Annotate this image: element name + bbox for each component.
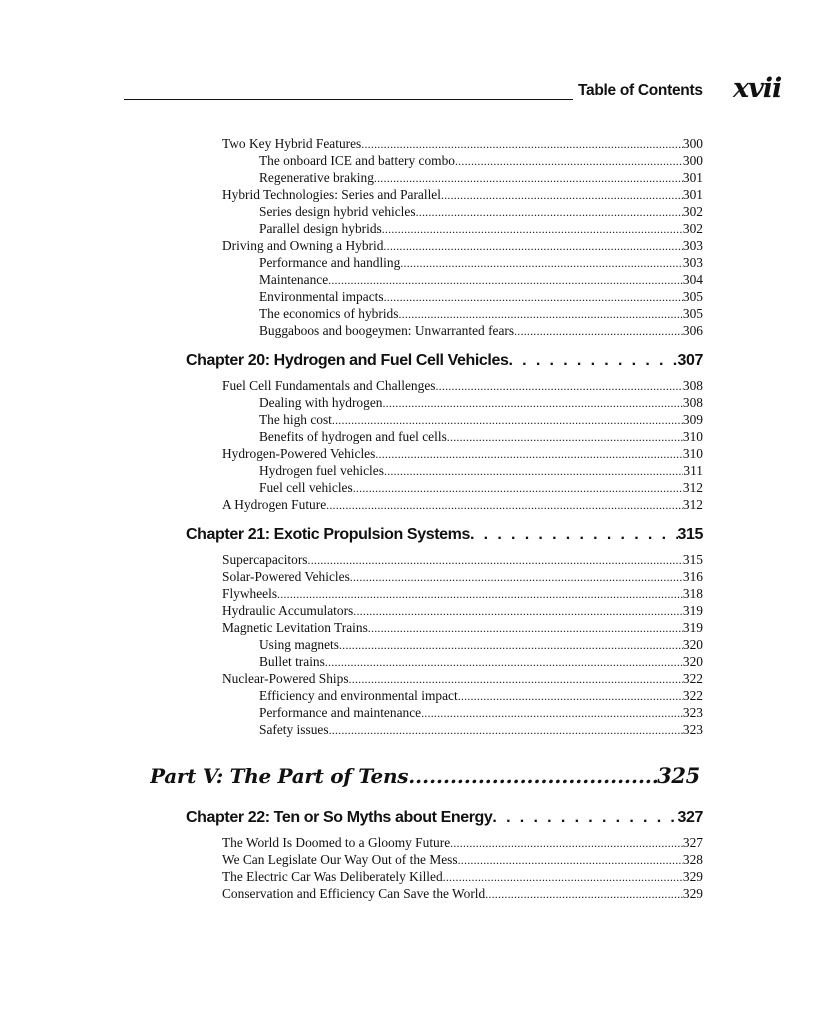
entry-leader	[375, 446, 683, 462]
entry-leader	[382, 395, 682, 411]
entry-page: 322	[682, 671, 703, 686]
chapter-title: Chapter 20: Hydrogen and Fuel Cell Vehicles	[186, 352, 509, 369]
entry-page: 318	[682, 586, 703, 601]
part-leader	[408, 762, 657, 790]
entry-leader	[374, 170, 683, 186]
toc-subentry[interactable]	[259, 653, 703, 670]
entry-page: 312	[682, 497, 703, 512]
entry-title: Dealing with hydrogen	[259, 395, 383, 410]
entry-page: 310	[682, 446, 703, 461]
toc-entry[interactable]	[222, 585, 703, 602]
toc-subentry[interactable]	[259, 220, 703, 237]
entry-leader	[329, 722, 683, 738]
entry-leader	[441, 187, 683, 203]
chapter-page: 327	[677, 809, 703, 826]
entry-leader	[435, 378, 682, 394]
part-page: 325	[657, 763, 700, 788]
entry-leader	[339, 637, 683, 653]
entry-leader	[416, 204, 683, 220]
entry-page: 320	[682, 654, 703, 669]
entry-page: 310	[682, 429, 703, 444]
entry-title: Hydrogen fuel vehicles	[259, 463, 384, 478]
entry-leader	[350, 569, 683, 585]
entry-page: 329	[682, 869, 703, 884]
entry-title: We Can Legislate Our Way Out of the Mess	[222, 852, 458, 867]
entry-title: Flywheels	[222, 586, 278, 601]
entry-title: Bullet trains	[259, 654, 325, 669]
chapter-title: Chapter 22: Ten or So Myths about Energy	[186, 809, 493, 826]
toc-entry[interactable]	[222, 445, 703, 462]
toc-subentry[interactable]	[259, 169, 703, 186]
entry-page: 320	[682, 637, 703, 652]
toc-subentry[interactable]	[259, 271, 703, 288]
entry-page: 302	[682, 221, 703, 236]
entry-page: 322	[682, 688, 703, 703]
entry-page: 323	[682, 722, 703, 737]
part-title: Part V: The Part of Tens	[150, 764, 409, 788]
entry-title: Efficiency and environmental impact	[259, 688, 458, 703]
toc-subentry[interactable]	[259, 636, 703, 653]
entry-leader	[328, 272, 683, 288]
entry-title: Nuclear-Powered Ships	[222, 671, 349, 686]
entry-page: 316	[682, 569, 703, 584]
entry-leader	[361, 136, 683, 152]
entry-leader	[384, 289, 683, 305]
toc-subentry[interactable]	[259, 305, 703, 322]
entry-leader	[485, 886, 683, 902]
entry-page: 301	[682, 170, 703, 185]
entry-title: The high cost	[259, 412, 332, 427]
entry-leader	[421, 705, 683, 721]
entry-title: Fuel cell vehicles	[259, 480, 353, 495]
toc-entry[interactable]	[222, 496, 703, 513]
entry-page: 301	[682, 187, 703, 202]
entry-leader	[383, 238, 682, 254]
toc-subentry[interactable]	[259, 428, 703, 445]
toc-entry[interactable]	[222, 851, 703, 868]
entry-title: Benefits of hydrogen and fuel cells	[259, 429, 447, 444]
entry-page: 300	[682, 153, 703, 168]
toc-subentry[interactable]	[259, 704, 703, 721]
entry-page: 303	[682, 255, 703, 270]
toc-subentry[interactable]	[259, 687, 703, 704]
entry-page: 319	[682, 620, 703, 635]
part-heading[interactable]	[150, 762, 700, 790]
entry-leader	[332, 412, 683, 428]
toc-subentry[interactable]	[259, 721, 703, 738]
entry-leader	[398, 306, 682, 322]
running-title: Table of Contents	[578, 82, 703, 99]
toc-entry[interactable]	[222, 568, 703, 585]
entry-title: Fuel Cell Fundamentals and Challenges	[222, 378, 436, 393]
toc-entry[interactable]	[222, 602, 703, 619]
entry-page: 328	[682, 852, 703, 867]
entry-title: The economics of hybrids	[259, 306, 399, 321]
toc-subentry[interactable]	[259, 254, 703, 271]
entry-title: Magnetic Levitation Trains	[222, 620, 368, 635]
entry-leader	[458, 688, 683, 704]
header-rule	[124, 99, 573, 100]
entry-title: Conservation and Efficiency Can Save the World	[222, 886, 486, 901]
toc-entry[interactable]	[222, 551, 703, 568]
entry-page: 327	[682, 835, 703, 850]
entry-title: Performance and maintenance	[259, 705, 422, 720]
entry-leader	[384, 463, 683, 479]
toc-subentry[interactable]	[259, 411, 703, 428]
entry-page: 306	[682, 323, 703, 338]
entry-title: Solar-Powered Vehicles	[222, 569, 350, 584]
entry-page: 323	[682, 705, 703, 720]
entry-leader	[514, 323, 683, 339]
toc-subentry[interactable]	[259, 394, 703, 411]
chapter-heading[interactable]	[186, 524, 703, 546]
entry-title: Hybrid Technologies: Series and Parallel	[222, 187, 441, 202]
entry-title: Environmental impacts	[259, 289, 384, 304]
entry-title: Safety issues	[259, 722, 329, 737]
entry-title: Maintenance	[259, 272, 329, 287]
chapter-leader	[508, 350, 677, 372]
entry-leader	[443, 869, 683, 885]
entry-page: 312	[682, 480, 703, 495]
chapter-leader	[492, 807, 677, 829]
entry-page: 304	[682, 272, 703, 287]
chapter-heading[interactable]	[186, 807, 703, 829]
entry-leader	[450, 835, 683, 851]
entry-leader	[368, 620, 683, 636]
entry-title: Buggaboos and boogeymen: Unwarranted fears	[259, 323, 515, 338]
entry-page: 315	[682, 552, 703, 567]
entry-title: The Electric Car Was Deliberately Killed	[222, 869, 443, 884]
toc-subentry[interactable]	[259, 322, 703, 339]
entry-leader	[458, 852, 683, 868]
entry-leader	[325, 654, 683, 670]
toc-entry[interactable]	[222, 186, 703, 203]
entry-title: A Hydrogen Future	[222, 497, 327, 512]
entry-page: 300	[682, 136, 703, 151]
page-number: xvii	[733, 73, 782, 104]
entry-leader	[400, 255, 683, 271]
toc-entry[interactable]	[222, 377, 703, 394]
chapter-page: 315	[677, 526, 703, 543]
entry-leader	[455, 153, 683, 169]
toc-subentry[interactable]	[259, 203, 703, 220]
entry-page: 329	[682, 886, 703, 901]
entry-title: Hydraulic Accumulators	[222, 603, 354, 618]
entry-leader	[447, 429, 683, 445]
entry-title: Series design hybrid vehicles	[259, 204, 416, 219]
entry-title: Driving and Owning a Hybrid	[222, 238, 384, 253]
toc-subentry[interactable]	[259, 152, 703, 169]
toc-entry[interactable]	[222, 885, 703, 902]
entry-leader	[308, 552, 683, 568]
entry-title: Using magnets	[259, 637, 339, 652]
toc-subentry[interactable]	[259, 288, 703, 305]
toc-entry[interactable]	[222, 868, 703, 885]
entry-leader	[382, 221, 683, 237]
entry-page: 309	[682, 412, 703, 427]
entry-leader	[277, 586, 683, 602]
entry-page: 305	[682, 289, 703, 304]
toc-subentry[interactable]	[259, 479, 703, 496]
entry-page: 311	[683, 463, 703, 478]
entry-title: Parallel design hybrids	[259, 221, 382, 236]
chapter-title: Chapter 21: Exotic Propulsion Systems	[186, 526, 470, 543]
entry-leader	[353, 603, 683, 619]
entry-title: The onboard ICE and battery combo	[259, 153, 455, 168]
entry-page: 308	[682, 378, 703, 393]
entry-title: Regenerative braking	[259, 170, 374, 185]
entry-page: 308	[682, 395, 703, 410]
entry-title: Supercapacitors	[222, 552, 308, 567]
chapter-leader	[470, 524, 678, 546]
toc-entry[interactable]	[222, 237, 703, 254]
entry-leader	[353, 480, 683, 496]
entry-leader	[326, 497, 683, 513]
entry-page: 302	[682, 204, 703, 219]
toc-entry[interactable]	[222, 670, 703, 687]
toc-subentry[interactable]	[259, 462, 703, 479]
entry-page: 305	[682, 306, 703, 321]
entry-leader	[349, 671, 683, 687]
entry-page: 319	[682, 603, 703, 618]
entry-title: Two Key Hybrid Features	[222, 136, 362, 151]
chapter-heading[interactable]	[186, 350, 703, 372]
chapter-page: 307	[677, 352, 703, 369]
entry-page: 303	[682, 238, 703, 253]
toc-entry[interactable]	[222, 135, 703, 152]
toc-entry[interactable]	[222, 619, 703, 636]
toc-entry[interactable]	[222, 834, 703, 851]
entry-title: Performance and handling	[259, 255, 401, 270]
entry-title: The World Is Doomed to a Gloomy Future	[222, 835, 451, 850]
entry-title: Hydrogen-Powered Vehicles	[222, 446, 376, 461]
